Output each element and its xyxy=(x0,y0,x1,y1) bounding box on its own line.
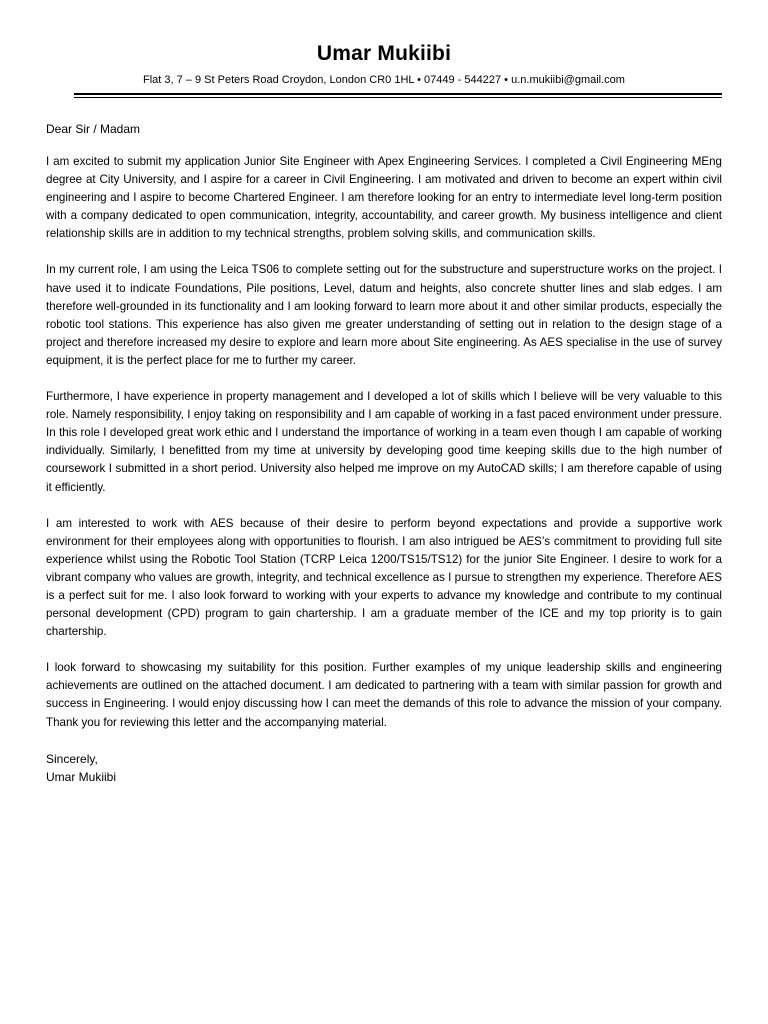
paragraph-closing: I look forward to showcasing my suitability for this position. Further examples of my unique leadership skills and engineering achievements are outlined on the attached document. I am dedicated to partnering with a team with similar passion for growth and success in Engineering. I would enjoy discussing how I can meet the demands of this role to advance the mission of your company. Thank you for reviewing this letter and the accompanying material. xyxy=(46,661,722,729)
cover-letter-page xyxy=(46,42,722,786)
paragraph-experience: Furthermore, I have experience in property management and I developed a lot of skills which I believe will be very valuable to this role. Namely responsibility, I enjoy taking on responsibility and I am capable of working in a fast paced environment under pressure. In this role I developed great work ethic and I understand the importance of working in a team even though I am capable of working individually. Similarly, I benefitted from my time at university by developing good time keeping skills due to the high number of coursework I submitted in a short period. University also helped me improve on my AutoCAD skills; I am therefore capable of using it efficiently. xyxy=(46,390,722,494)
paragraph-current-role: In my current role, I am using the Leica TS06 to complete setting out for the substructure and superstructure works on the project. I have used it to indicate Foundations, Pile positions, Level, datum and heights, also concrete shutter lines and slab edges. I am therefore well-grounded in its functionality and I am looking forward to learn more about it and other similar products, especially the robotic tool stations. This experience has also given me greater understanding of setting out in relation to the design stage of a project and therefore increased my desire to explore and learn more about Site engineering. As AES specialise in the use of survey equipment, it is the perfect place for me to further my career. xyxy=(46,263,722,367)
paragraph-interest: I am interested to work with AES because of their desire to perform beyond expectations and provide a supportive work environment for their employees along with opportunities to flourish. I am also intrigued be AES’s commitment to providing full site experience whilst using the Robotic Tool Station (TCRP Leica 1200/TS15/TS12) for the junior Site Engineer. I desire to work for a vibrant company who values are growth, integrity, and technical excellence as I pursue to strengthen my experience. Therefore AES is a perfect suit for me. I also look forward to working with your experts to advance my knowledge and contribute to my continual personal development (CPD) program to gain chartership. I am a graduate member of the ICE and my top priority is to gain chartership. xyxy=(46,516,722,639)
contact-details: Flat 3, 7 – 9 St Peters Road Croydon, London CR0 1HL • 07449 - 544227 • u.n.mukiibi@gmail.com xyxy=(143,74,625,86)
sign-off: Sincerely, xyxy=(46,751,98,766)
applicant-name: Umar Mukiibi xyxy=(316,42,452,65)
header-rule-thin xyxy=(74,97,722,98)
header-rule-thick xyxy=(74,93,722,95)
signature-name: Umar Mukiibi xyxy=(46,769,117,784)
salutation: Dear Sir / Madam xyxy=(46,122,141,136)
paragraph-intro: I am excited to submit my application Junior Site Engineer with Apex Engineering Services. I completed a Civil Engineering MEng degree at City University, and I aspire for a career in Civil Engineering. I am motivated and driven to become an expert within civil engineering and I aspire to become Chartered Engineer. I am therefore looking for an entry to intermediate level long-term position with a company dedicated to open communication, integrity, accountability, and career growth. My business intelligence and client relationship skills are in addition to my technical strengths, problem solving skills, and communication skills. xyxy=(46,155,722,241)
